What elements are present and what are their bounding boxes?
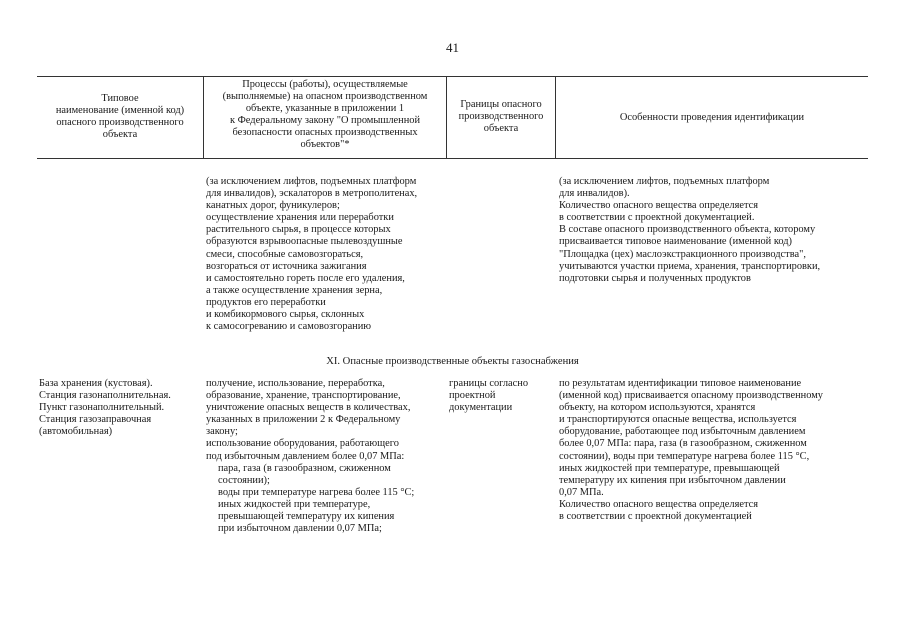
text-line: наименование (именной код) [55, 104, 185, 116]
text-line: состоянии); [218, 474, 270, 486]
text-line: иных жидкостей при температуре, [218, 498, 371, 510]
gas-row-identification [559, 378, 823, 523]
text-line: объекта [102, 128, 138, 140]
header-col-boundaries [447, 99, 555, 135]
text-line: пара, газа (в газообразном, сжиженном [218, 462, 391, 474]
text-line: и самостоятельно гореть после его удаления, [206, 272, 405, 284]
text-line: указанных в приложении 2 к Федеральному [206, 414, 401, 426]
text-line: Количество опасного вещества определяется [559, 498, 759, 510]
table-top-rule [37, 76, 868, 77]
text-line: объекте, указанные в приложении 1 [245, 102, 405, 114]
text-line: Границы опасного [460, 99, 542, 110]
text-line: иных жидкостей при температуре, превышающей [559, 462, 780, 474]
text-line: (за исключением лифтов, подъемных платформ [206, 176, 417, 187]
text-line: в соответствии с проектной документацией [559, 511, 752, 523]
text-line: В составе опасного производственного объекта, которому [559, 224, 816, 236]
text-line: получение, использование, переработка, [206, 378, 385, 389]
text-line: растительного сырья, в процессе которых [206, 224, 391, 236]
text-line: для инвалидов), эскалаторов в метрополитенах, [206, 188, 418, 200]
text-line: опасного производственного [56, 116, 184, 128]
text-line: а также осуществление хранения зерна, [206, 284, 383, 296]
section-title: XI. Опасные производственные объекты газоснабжения [326, 356, 579, 367]
header-col-object-name [38, 93, 202, 141]
text-line: оборудование, работающее под избыточным давлением [559, 426, 806, 438]
text-line: по результатам идентификации типовое наименование [559, 378, 802, 389]
text-line: воды при температуре нагрева более 115 °C; [218, 486, 415, 498]
text-line: проектной [449, 390, 496, 402]
text-line: осуществление хранения или переработки [206, 212, 394, 224]
text-line: превышающей температуру их кипения [218, 511, 395, 523]
text-line: "Площадка (цех) маслоэкстракционного производства", [559, 248, 806, 260]
text-line: производственного [458, 110, 544, 122]
text-line: Особенности проведения идентификации [619, 112, 805, 123]
text-line: образуются взрывоопасные пылевоздушные [206, 236, 403, 248]
text-line: при избыточном давлении 0,07 МПа; [218, 523, 382, 535]
text-line: Процессы (работы), осуществляемые [242, 79, 408, 90]
header-col-identification [556, 112, 868, 124]
text-line: состоянии), воды при температуре нагрева более 115 °C, [559, 450, 810, 462]
text-line: уничтожение опасных веществ в количествах, [206, 402, 411, 414]
text-line: присваивается типовое наименование (именной код) [559, 236, 792, 248]
text-line: для инвалидов). [559, 188, 630, 200]
text-line: Количество опасного вещества определяется [559, 200, 759, 212]
text-line: к самосогреванию и самовозгоранию [206, 321, 372, 333]
page-number: 41 [446, 40, 459, 55]
text-line: (за исключением лифтов, подъемных платформ [559, 176, 770, 187]
text-line: документации [449, 402, 513, 414]
text-line: границы согласно [449, 378, 529, 389]
continued-row-processes [206, 176, 417, 333]
text-line: образование, хранение, транспортирование, [206, 390, 401, 402]
text-line: более 0,07 МПа: пара, газа (в газообразном, сжиженном [559, 438, 807, 450]
continued-row-identification [559, 176, 820, 285]
text-line: под избыточным давлением более 0,07 МПа: [206, 450, 405, 462]
text-line: смеси, способные самовозгораться, [206, 248, 364, 260]
text-line: 0,07 МПа. [559, 486, 604, 498]
text-line: закону; [206, 426, 238, 438]
text-line: и транспортируются опасные вещества, используется [559, 414, 797, 426]
table-header-bottom-rule [37, 158, 868, 159]
text-line: Пункт газонаполнительный. [39, 402, 165, 414]
header-col-processes [204, 79, 446, 150]
text-line: в соответствии с проектной документацией. [559, 212, 755, 224]
text-line: объектов"* [300, 138, 350, 150]
text-line: температуру их кипения при избыточном давлении [559, 474, 786, 486]
text-line: канатных дорог, фуникулеров; [206, 200, 340, 212]
text-line: и комбикормового сырья, склонных [206, 309, 365, 321]
text-line: учитываются участки приема, хранения, транспортировки, [559, 260, 821, 272]
text-line: объекта [483, 122, 519, 134]
text-line: База хранения (кустовая). [39, 378, 153, 389]
text-line: подготовки сырья и полученных продуктов [559, 272, 751, 284]
text-line: (выполняемые) на опасном производственном [222, 90, 428, 102]
text-line: Станция газонаполнительная. [39, 390, 171, 402]
text-line: продуктов его переработки [206, 296, 326, 308]
text-line: (именной код) присваивается опасному производственному [559, 390, 824, 402]
gas-row-object-names [39, 378, 171, 438]
text-line: безопасности опасных производственных [232, 126, 418, 138]
text-line: (автомобильная) [39, 426, 113, 438]
gas-row-processes [206, 378, 414, 535]
text-line: Типовое [101, 93, 139, 104]
text-line: к Федеральному закону "О промышленной [229, 114, 421, 126]
text-line: Станция газозаправочная [39, 414, 152, 426]
text-line: использование оборудования, работающего [206, 438, 399, 450]
gas-row-boundaries [449, 378, 528, 414]
text-line: возгораться от источника зажигания [206, 260, 367, 272]
text-line: объекту, на котором используются, хранятся [559, 402, 756, 414]
